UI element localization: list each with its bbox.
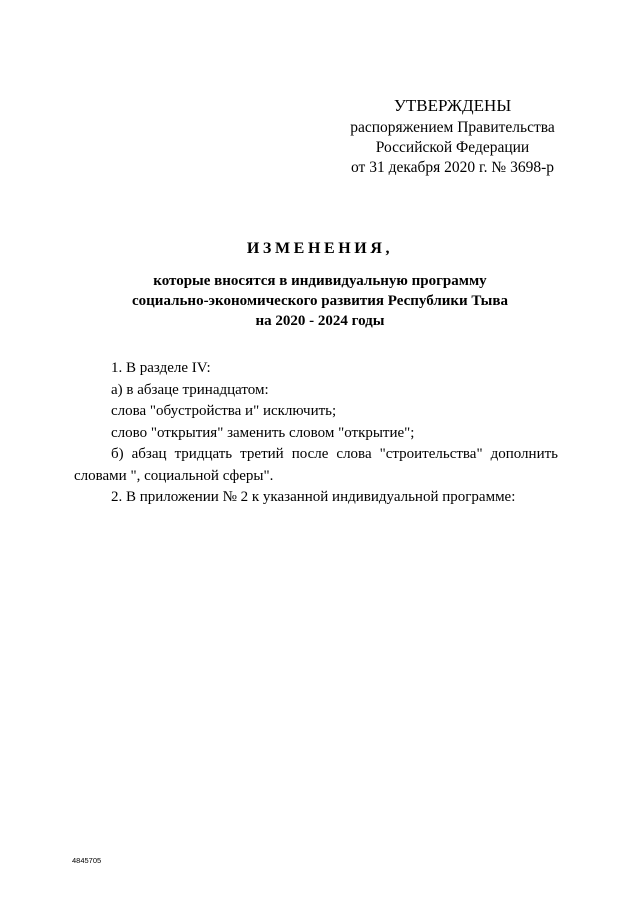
approval-stamp <box>340 94 565 178</box>
document-subtitle <box>60 271 580 331</box>
subtitle-line: на 2020 - 2024 годы <box>255 313 385 329</box>
paragraph: б) абзац тридцать третий после слова "строительства" дополнить словами ", социальной сферы". <box>74 446 558 484</box>
document-title: ИЗМЕНЕНИЯ, <box>246 240 394 257</box>
approval-line: Российской Федерации <box>375 139 530 156</box>
paragraph: 1. В разделе IV: <box>111 360 211 376</box>
document-number: 4845705 <box>72 856 102 865</box>
paragraph: слово "открытия" заменить словом "открытие"; <box>111 424 415 441</box>
approval-line: распоряжением Правительства <box>350 119 555 136</box>
subtitle-line: социально-экономического развития Республики Тыва <box>132 293 508 309</box>
document-body <box>74 358 558 509</box>
paragraph: 2. В приложении № 2 к указанной индивидуальной программе: <box>111 489 516 505</box>
approval-heading: УТВЕРЖДЕНЫ <box>393 96 512 115</box>
subtitle-line: которые вносятся в индивидуальную программу <box>153 273 487 289</box>
paragraph: а) в абзаце тринадцатом: <box>111 381 269 398</box>
paragraph: слова "обустройства и" исключить; <box>111 403 337 419</box>
approval-date-number: от 31 декабря 2020 г. № 3698-р <box>351 159 554 176</box>
